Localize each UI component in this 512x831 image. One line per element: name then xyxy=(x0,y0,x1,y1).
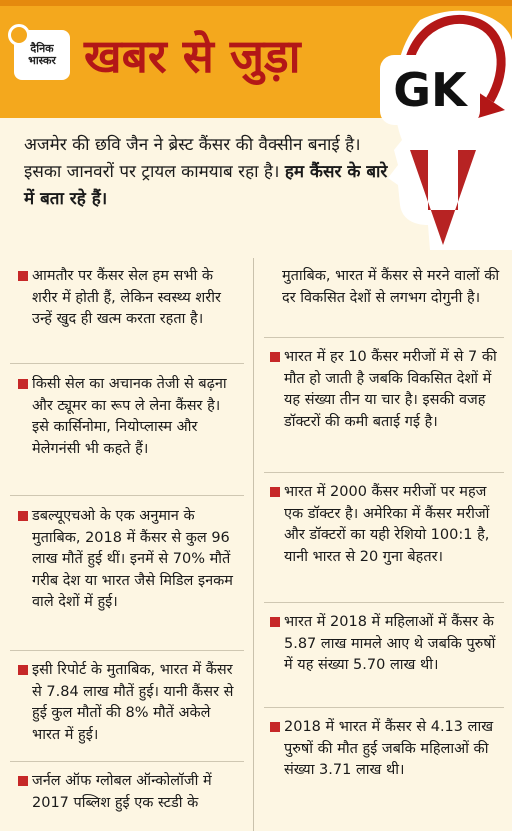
bullet-square-icon xyxy=(18,665,28,675)
bullet-square-icon xyxy=(18,379,28,389)
fact-text: इसी रिपोर्ट के मुताबिक, भारत में कैंसर से 7.84 लाख मौतें हुई। यानी कैंसर से हुई कुल मौतों की 8% मौतें अकेले भारत में हुई। xyxy=(32,662,234,743)
dainik-bhaskar-logo xyxy=(14,30,70,80)
head-silhouette-icon xyxy=(380,0,512,250)
item-separator xyxy=(264,707,504,708)
fact-text: भारत में 2000 कैंसर मरीजों पर महज एक डॉक्टर है। अमेरिका में कैंसर मरीजों और डॉक्टरों का यही रेशियो 100:1 है, यानी भारत से 20 गुना बेहतर। xyxy=(284,484,490,565)
item-separator xyxy=(264,602,504,603)
fact-text: 2018 में भारत में कैंसर से 4.13 लाख पुरुषों की मौत हुई जबकि महिलाओं की संख्या 3.71 लाख थी। xyxy=(284,719,494,778)
bullet-square-icon xyxy=(270,487,280,497)
gk-badge: GK xyxy=(380,55,480,125)
logo-sun-icon xyxy=(8,24,30,46)
intro-paragraph xyxy=(24,132,394,213)
fact-item-continued xyxy=(282,266,500,309)
bullet-square-icon xyxy=(18,776,28,786)
fact-item xyxy=(270,612,500,677)
fact-item xyxy=(18,660,240,746)
fact-item xyxy=(18,771,240,814)
logo-line-1: दैनिक xyxy=(30,42,54,56)
intro-bold-text: हम कैंसर के बारे में बता रहे हैं। xyxy=(24,162,388,209)
intro-text: अजमेर की छवि जैन ने ब्रेस्ट कैंसर की वैक्सीन बनाई है। इसका जानवरों पर ट्रायल कामयाब रहा है। xyxy=(24,135,361,182)
fact-text: किसी सेल का अचानक तेजी से बढ़ना और ट्यूमर का रूप ले लेना कैंसर है। इसे कार्सिनोमा, नियोप्लास्म और मेलेगनंसी भी कहते हैं। xyxy=(32,376,227,457)
logo-line-2: भास्कर xyxy=(28,54,56,67)
fact-text: डबल्यूएचओ के एक अनुमान के मुताबिक, 2018 में कैंसर से कुल 96 लाख मौतें हुई थीं। इनमें से 70% मौतें गरीब देश या भारत जैसे मिडिल इनकम वाले देशों में हुई। xyxy=(32,508,233,610)
fact-item xyxy=(270,717,500,782)
fact-item xyxy=(270,347,500,433)
bullet-square-icon xyxy=(270,722,280,732)
item-separator xyxy=(10,650,244,651)
item-separator xyxy=(10,363,244,364)
fact-text: भारत में हर 10 कैंसर मरीजों में से 7 की मौत हो जाती है जबकि विकसित देशों में यह संख्या तीन या चार है। इसकी वजह डॉक्टरों की कमी बताई गई है। xyxy=(284,349,497,430)
fact-item xyxy=(18,506,240,614)
item-separator xyxy=(264,337,504,338)
bullet-square-icon xyxy=(18,271,28,281)
item-separator xyxy=(10,495,244,496)
page-title: खबर से जुड़ा xyxy=(84,29,301,83)
fact-text: आमतौर पर कैंसर सेल हम सभी के शरीर में होती हैं, लेकिन स्वस्थ्य शरीर उन्हें खुद ही खत्म करता रहता है। xyxy=(32,268,221,327)
fact-item xyxy=(18,266,240,331)
column-divider xyxy=(253,258,254,831)
fact-text: भारत में 2018 में महिलाओं में कैंसर के 5.87 लाख मामले आए थे जबकि पुरुषों में यह संख्या 5.70 लाख थी। xyxy=(284,614,496,673)
bullet-square-icon xyxy=(270,617,280,627)
item-separator xyxy=(264,472,504,473)
fact-text: जर्नल ऑफ ग्लोबल ऑन्कोलॉजी में 2017 पब्लिश हुई एक स्टडी के xyxy=(32,773,212,811)
bullet-square-icon xyxy=(270,352,280,362)
bullet-square-icon xyxy=(18,511,28,521)
item-separator xyxy=(10,761,244,762)
fact-item xyxy=(270,482,500,568)
fact-item xyxy=(18,374,240,460)
fact-text: मुताबिक, भारत में कैंसर से मरने वालों की दर विकसित देशों से लगभग दोगुनी है। xyxy=(282,268,500,306)
